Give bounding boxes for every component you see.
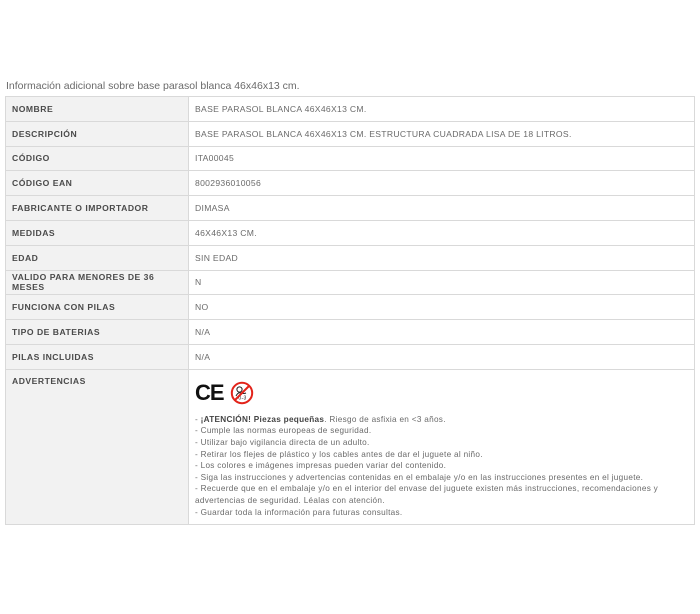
table-row [6, 121, 695, 146]
row-label: CÓDIGO [6, 146, 189, 171]
row-label: EDAD [6, 245, 189, 270]
warning-lines [195, 414, 688, 518]
advertencias-content [189, 369, 695, 524]
line-text: . Riesgo de asfixia en <3 años. [324, 414, 446, 424]
table-row [6, 171, 695, 196]
row-value: BASE PARASOL BLANCA 46X46X13 CM. ESTRUCTURA CUADRADA LISA DE 18 LITROS. [189, 121, 695, 146]
row-label: FUNCIONA CON PILAS [6, 295, 189, 320]
warning-line: - Recuerde que en el embalaje y/o en el interior del envase del juguete existen más instrucciones, recomendaciones y advertencias de seguridad. Léalas con atención. [195, 484, 659, 505]
row-label: VALIDO PARA MENORES DE 36 MESES [6, 270, 189, 295]
warning-line: - Guardar toda la información para futuras consultas. [195, 507, 403, 517]
row-label: DESCRIPCIÓN [6, 121, 189, 146]
warning-line: - Siga las instrucciones y advertencias contenidas en el embalaje y/o en las instrucciones presentes en el juguete. [195, 472, 644, 482]
table-row [6, 97, 695, 122]
row-value: SIN EDAD [189, 245, 695, 270]
table-row [6, 320, 695, 345]
row-value: N [189, 270, 695, 295]
row-value: BASE PARASOL BLANCA 46X46X13 CM. [189, 97, 695, 122]
row-value: DIMASA [189, 196, 695, 221]
product-info-table [5, 96, 695, 525]
row-label: PILAS INCLUIDAS [6, 344, 189, 369]
table-row [6, 196, 695, 221]
table-caption: Información adicional sobre base parasol blanca 46x46x13 cm. [6, 80, 300, 92]
row-label: ADVERTENCIAS [6, 369, 189, 524]
warning-line: - Retirar los flejes de plástico y los cables antes de dar el juguete al niño. [195, 449, 483, 459]
table-row [6, 270, 695, 295]
not-for-under-3-icon [230, 381, 254, 405]
row-value: N/A [189, 344, 695, 369]
row-label: TIPO DE BATERIAS [6, 320, 189, 345]
warning-line: - Los colores e imágenes impresas pueden variar del contenido. [195, 461, 447, 471]
product-info-body [6, 97, 695, 525]
row-value: N/A [189, 320, 695, 345]
row-label: FABRICANTE O IMPORTADOR [6, 196, 189, 221]
row-label: NOMBRE [6, 97, 189, 122]
warning-icons [195, 380, 688, 406]
table-row [6, 220, 695, 245]
warning-line: - Cumple las normas europeas de seguridad. [195, 426, 372, 436]
row-value: 8002936010056 [189, 171, 695, 196]
warning-line [195, 414, 688, 426]
warning-line: - Utilizar bajo vigilancia directa de un adulto. [195, 437, 370, 447]
row-value: 46X46X13 CM. [189, 220, 695, 245]
row-label: CÓDIGO EAN [6, 171, 189, 196]
table-row [6, 344, 695, 369]
line-prefix: - [195, 414, 201, 424]
advertencias-row [6, 369, 695, 524]
line-bold: ¡ATENCIÓN! Piezas pequeñas [200, 414, 325, 424]
table-row [6, 295, 695, 320]
row-value: ITA00045 [189, 146, 695, 171]
table-row [6, 245, 695, 270]
table-row [6, 146, 695, 171]
row-label: MEDIDAS [6, 220, 189, 245]
row-value: NO [189, 295, 695, 320]
age-range-label: 0-3 [237, 395, 247, 402]
ce-mark-icon: CE [195, 379, 224, 405]
